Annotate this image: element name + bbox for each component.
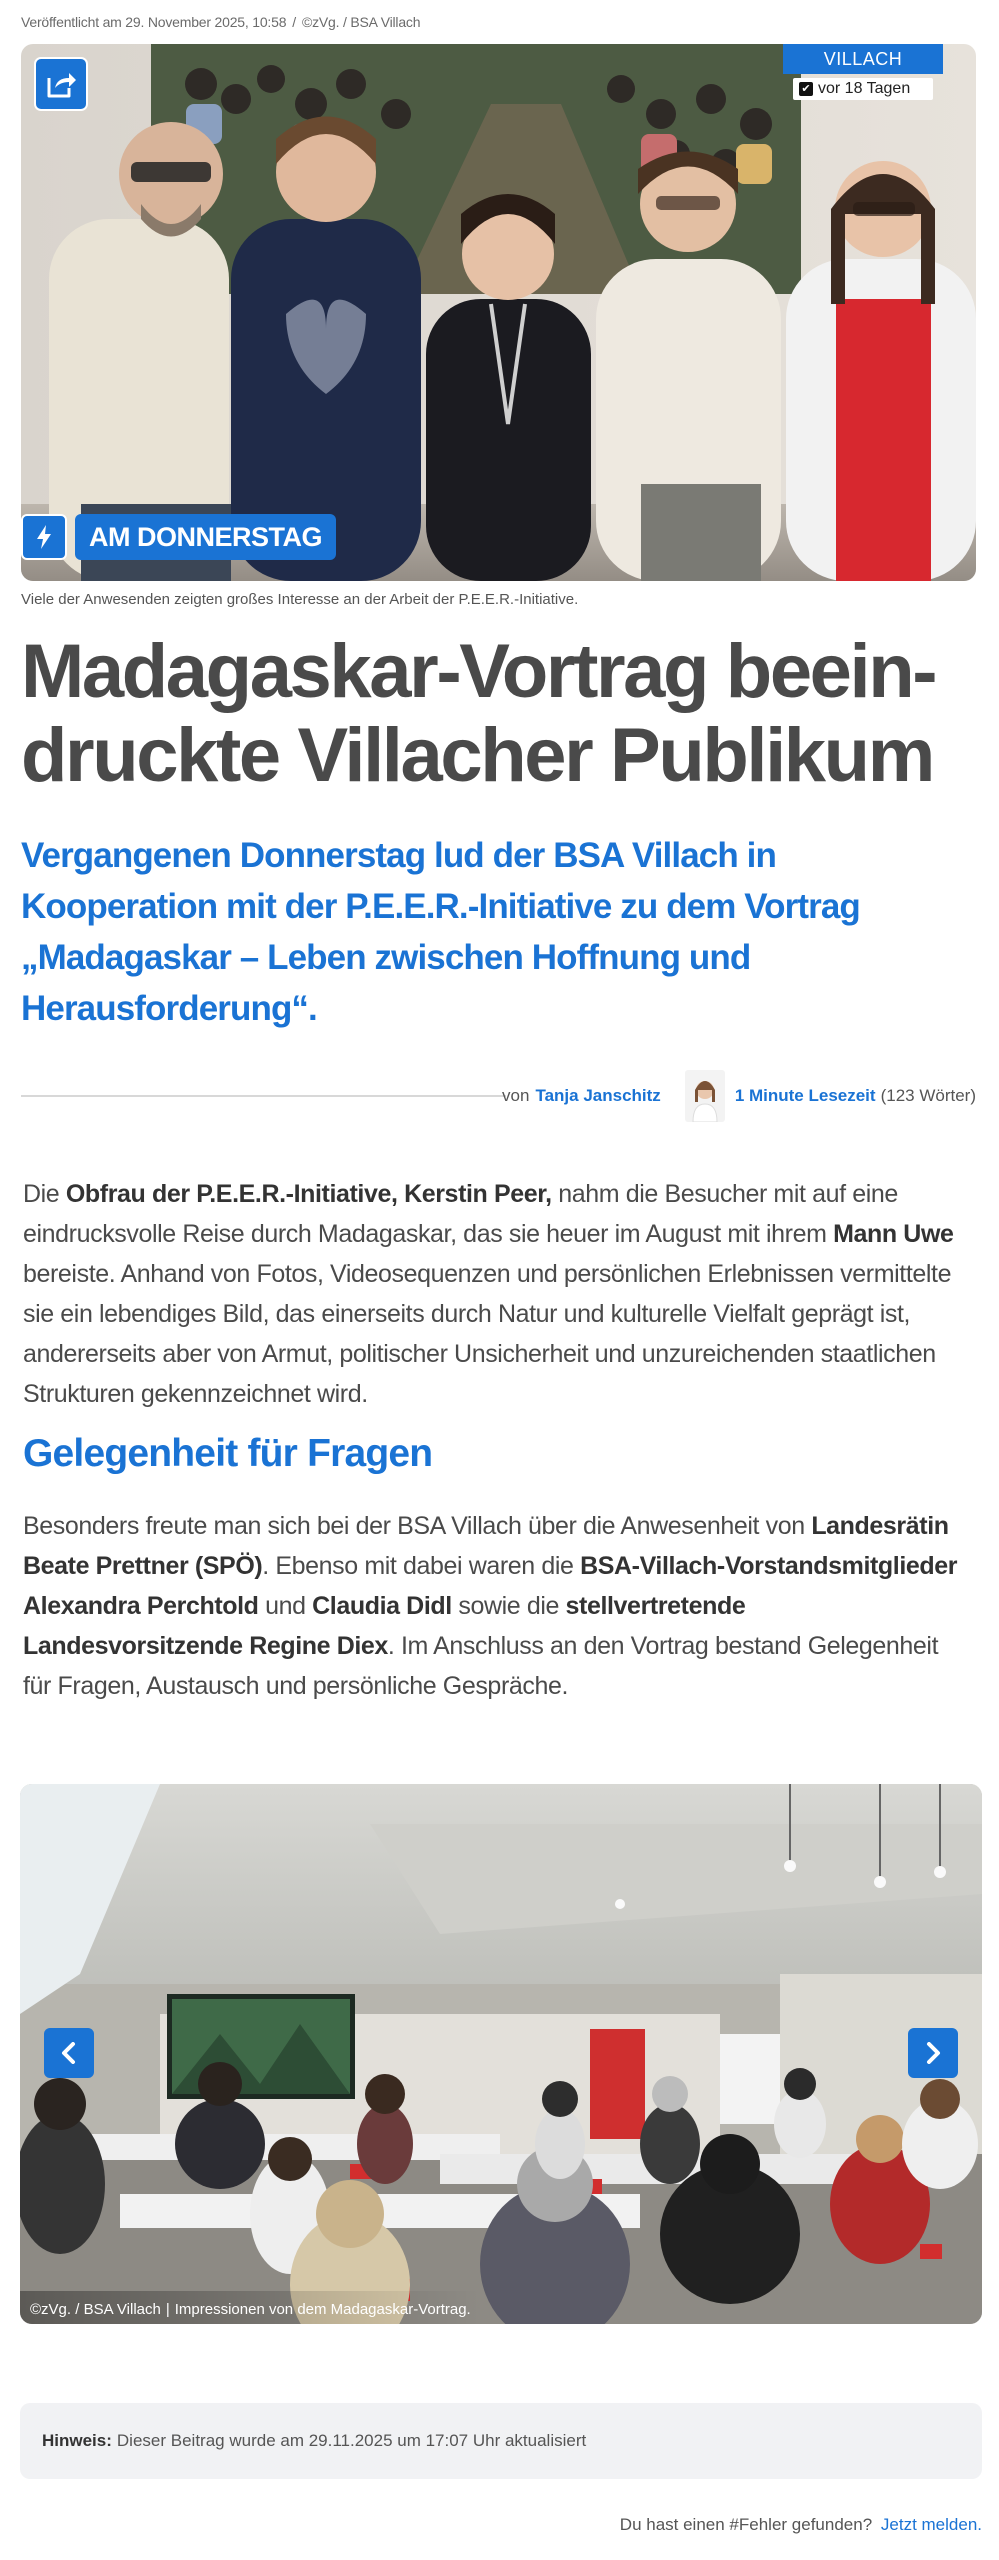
- notice-text: Dieser Beitrag wurde am 29.11.2025 um 17:07 Uhr aktualisiert: [116, 2431, 587, 2450]
- read-time: 1 Minute Lesezeit: [734, 1086, 876, 1105]
- gallery-caption-text: Impressionen von dem Madagaskar-Vortrag.: [174, 2301, 471, 2318]
- p2-text-5: . Im Anschluss an den Vortrag bestand Gelegenheit für Fragen, Austausch und persönliche Gespräche.: [23, 1632, 939, 1700]
- author-link[interactable]: Tanja Janschitz: [535, 1086, 661, 1105]
- image-gallery: [20, 1784, 982, 2324]
- checkbox-icon: ✔: [799, 82, 813, 96]
- report-link[interactable]: Jetzt melden.: [880, 2515, 982, 2534]
- error-report: [620, 2515, 982, 2535]
- article-title: Madagaskar-Vortrag beein-druckte Villacher Publikum: [21, 629, 936, 798]
- gallery-prev-button[interactable]: [44, 2028, 94, 2078]
- topic-tag-label: AM DONNERSTAG: [75, 514, 336, 560]
- article-lead: Vergangenen Donnerstag lud der BSA Villach in Kooperation mit der P.E.E.R.-Initiative zu dem Vortrag „Madagaskar – Leben zwischen Hoffnung und Herausforderung“.: [21, 836, 860, 1028]
- age-label: vor 18 Tagen: [818, 80, 911, 97]
- share-button[interactable]: [34, 57, 88, 111]
- p1-bold-1: Obfrau der P.E.E.R.-Initiative, Kerstin Peer,: [65, 1180, 552, 1208]
- p2-bold-4: stellvertretende Landesvorsitzende Regine Diex: [23, 1592, 746, 1660]
- gallery-photo: [20, 1784, 982, 2324]
- hero-photo: [21, 44, 976, 581]
- gallery-credit: ©zVg. / BSA Villach: [30, 2301, 161, 2318]
- chevron-left-icon: [60, 2042, 78, 2064]
- hero-caption: Viele der Anwesenden zeigten großes Interesse an der Arbeit der P.E.E.R.-Initiative.: [21, 591, 579, 608]
- p1-bold-2: Mann Uwe: [833, 1220, 954, 1248]
- notice-label: Hinweis:: [42, 2431, 112, 2450]
- location-badge: [783, 44, 943, 100]
- article-paragraph-2: [23, 1506, 963, 1706]
- topic-tag: [21, 514, 336, 560]
- avatar[interactable]: [685, 1070, 725, 1122]
- hero-image: [21, 44, 976, 581]
- chevron-right-icon: [924, 2042, 942, 2064]
- word-count: (123 Wörter): [880, 1086, 976, 1105]
- share-icon: [45, 69, 77, 99]
- p2-bold-3: Claudia Didl: [312, 1592, 452, 1620]
- p1-text-2: nahm die Besucher mit auf eine eindrucksvolle Reise durch Madagaskar, das sie heuer im August mit ihrem: [23, 1180, 898, 1248]
- author-line: [21, 1076, 976, 1122]
- avatar-image: [685, 1070, 725, 1122]
- p2-bold-1: Landesrätin Beate Prettner (SPÖ): [23, 1512, 949, 1580]
- p1-text-3: bereiste. Anhand von Fotos, Videosequenzen und persönlichen Erlebnissen vermittelte sie ein lebendiges Bild, das einerseits durch Natur und kulturelle Vielfalt geprägt ist, andererseits aber von Armut, politischer Unsicherheit und unzureichenden staatlichen Strukturen gekennzeichnet wird.: [23, 1260, 952, 1408]
- gallery-caption: ©zVg. / BSA Villach | Impressionen von dem Madagaskar-Vortrag.: [20, 2291, 481, 2324]
- bolt-icon: [35, 524, 53, 550]
- age-badge: [793, 78, 933, 100]
- author-meta: [502, 1076, 976, 1116]
- publication-meta: Veröffentlicht am 29. November 2025, 10:58 / ©zVg. / BSA Villach: [21, 14, 421, 30]
- p1-text-1: Die: [23, 1180, 66, 1208]
- section-heading: Gelegenheit für Fragen: [23, 1432, 433, 1475]
- published-date: Veröffentlicht am 29. November 2025, 10:58: [21, 14, 287, 30]
- p2-text-2: . Ebenso mit dabei waren die: [262, 1552, 581, 1580]
- p2-text-3: und: [258, 1592, 313, 1620]
- location-name[interactable]: VILLACH: [783, 44, 943, 74]
- photo-credit: ©zVg. / BSA Villach: [302, 14, 421, 30]
- article-paragraph-1: [23, 1174, 963, 1414]
- p2-text-4: sowie die: [451, 1592, 566, 1620]
- gallery-next-button[interactable]: [908, 2028, 958, 2078]
- p2-text-1: Besonders freute man sich bei der BSA Villach über die Anwesenheit von: [23, 1512, 812, 1540]
- update-notice: [20, 2403, 982, 2479]
- bolt-icon-box: [21, 514, 67, 560]
- author-prefix: von: [502, 1086, 530, 1105]
- divider: [21, 1095, 506, 1097]
- report-text: Du hast einen #Fehler gefunden?: [619, 2515, 873, 2534]
- p2-bold-2: BSA-Villach-Vorstandsmitglieder Alexandra Perchtold: [23, 1552, 958, 1620]
